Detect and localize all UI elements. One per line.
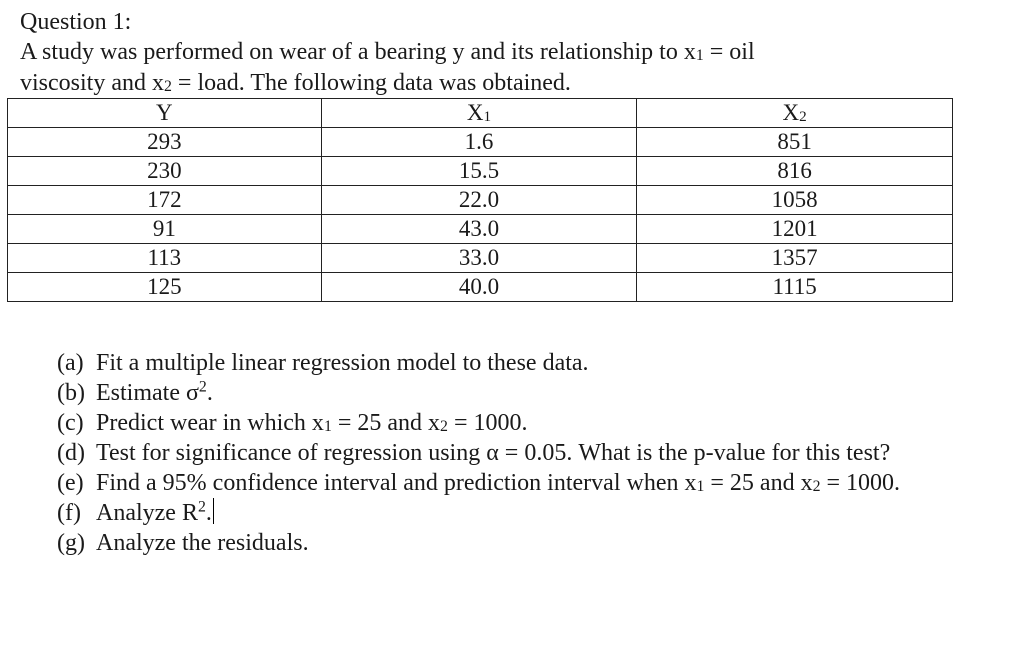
table-cell: 1058	[637, 186, 953, 215]
superscript: 2	[197, 498, 206, 516]
part-letter: (b)	[57, 380, 85, 406]
intro-line-1	[20, 37, 960, 68]
table-cell: 851	[637, 128, 953, 157]
part-text: Test for significance of regression using α = 0.05. What is the p-value for this test?	[96, 440, 891, 466]
table-cell: 172	[8, 186, 322, 215]
table-cell: 1115	[637, 273, 953, 302]
table-cell: 33.0	[321, 244, 637, 273]
table-cell: 43.0	[321, 215, 637, 244]
part-text: = 1000.	[820, 470, 901, 496]
header-label: X	[466, 100, 484, 125]
part-letter: (g)	[57, 530, 85, 556]
column-header-y	[8, 99, 322, 128]
subscript: 1	[695, 46, 704, 64]
part-text: .	[206, 380, 213, 406]
subscript: 1	[483, 107, 492, 125]
part-text: Find a 95% confidence interval and prediction interval when x	[96, 470, 697, 496]
table-cell: 293	[8, 128, 322, 157]
part-text: Fit a multiple linear regression model to these data.	[96, 350, 589, 376]
column-header-x2	[637, 99, 953, 128]
table-header-row	[8, 99, 953, 128]
subscript: 1	[696, 477, 705, 495]
part-letter: (d)	[57, 440, 85, 466]
table-row	[8, 273, 953, 302]
subscript: 2	[440, 417, 448, 435]
table-row	[8, 186, 953, 215]
part-letter: (a)	[57, 350, 84, 376]
table-cell: 91	[8, 215, 322, 244]
table-cell: 230	[8, 157, 322, 186]
part-text: = 25 and x	[704, 470, 813, 496]
superscript: 2	[198, 378, 207, 396]
table-row	[8, 157, 953, 186]
part-text: Analyze R	[96, 500, 198, 526]
part-d	[57, 438, 957, 468]
intro-line-2	[20, 68, 960, 99]
intro-text: A study was performed on wear of a bearing y and its relationship to x	[20, 39, 696, 65]
subscript: 2	[799, 107, 807, 125]
part-b	[57, 378, 957, 408]
part-c	[57, 408, 957, 438]
part-text: Estimate σ	[96, 380, 199, 406]
subscript: 1	[323, 417, 332, 435]
table-cell: 40.0	[321, 273, 637, 302]
part-text: = 1000.	[447, 410, 528, 436]
header-label: Y	[156, 100, 173, 125]
table-cell: 816	[637, 157, 953, 186]
header-label: X	[782, 100, 800, 125]
table-cell: 125	[8, 273, 322, 302]
question-parts-list	[57, 348, 957, 558]
intro-text: = load. The following data was obtained.	[171, 70, 571, 96]
subscript: 2	[164, 77, 172, 95]
table-row	[8, 215, 953, 244]
table-cell: 22.0	[321, 186, 637, 215]
data-table	[7, 98, 953, 302]
part-text: Predict wear in which x	[96, 410, 324, 436]
part-a	[57, 348, 957, 378]
table-row	[8, 244, 953, 273]
part-text: Analyze the residuals.	[96, 530, 309, 556]
table-cell: 1.6	[321, 128, 637, 157]
part-letter: (e)	[57, 470, 84, 496]
part-f	[57, 498, 957, 528]
table-row	[8, 128, 953, 157]
table-cell: 1201	[637, 215, 953, 244]
column-header-x1	[321, 99, 637, 128]
table-cell: 1357	[637, 244, 953, 273]
part-e	[57, 468, 957, 498]
question-title: Question 1:	[20, 9, 132, 35]
intro-text: = oil	[703, 39, 755, 65]
part-letter: (c)	[57, 410, 84, 436]
table-cell: 113	[8, 244, 322, 273]
part-letter: (f)	[57, 500, 81, 526]
question-intro	[20, 37, 960, 99]
part-text: = 25 and x	[331, 410, 441, 436]
part-text: .	[205, 500, 212, 526]
text-cursor	[213, 498, 215, 524]
part-g	[57, 528, 957, 558]
intro-text: viscosity and x	[20, 70, 164, 96]
subscript: 2	[812, 477, 821, 495]
table-cell: 15.5	[321, 157, 637, 186]
